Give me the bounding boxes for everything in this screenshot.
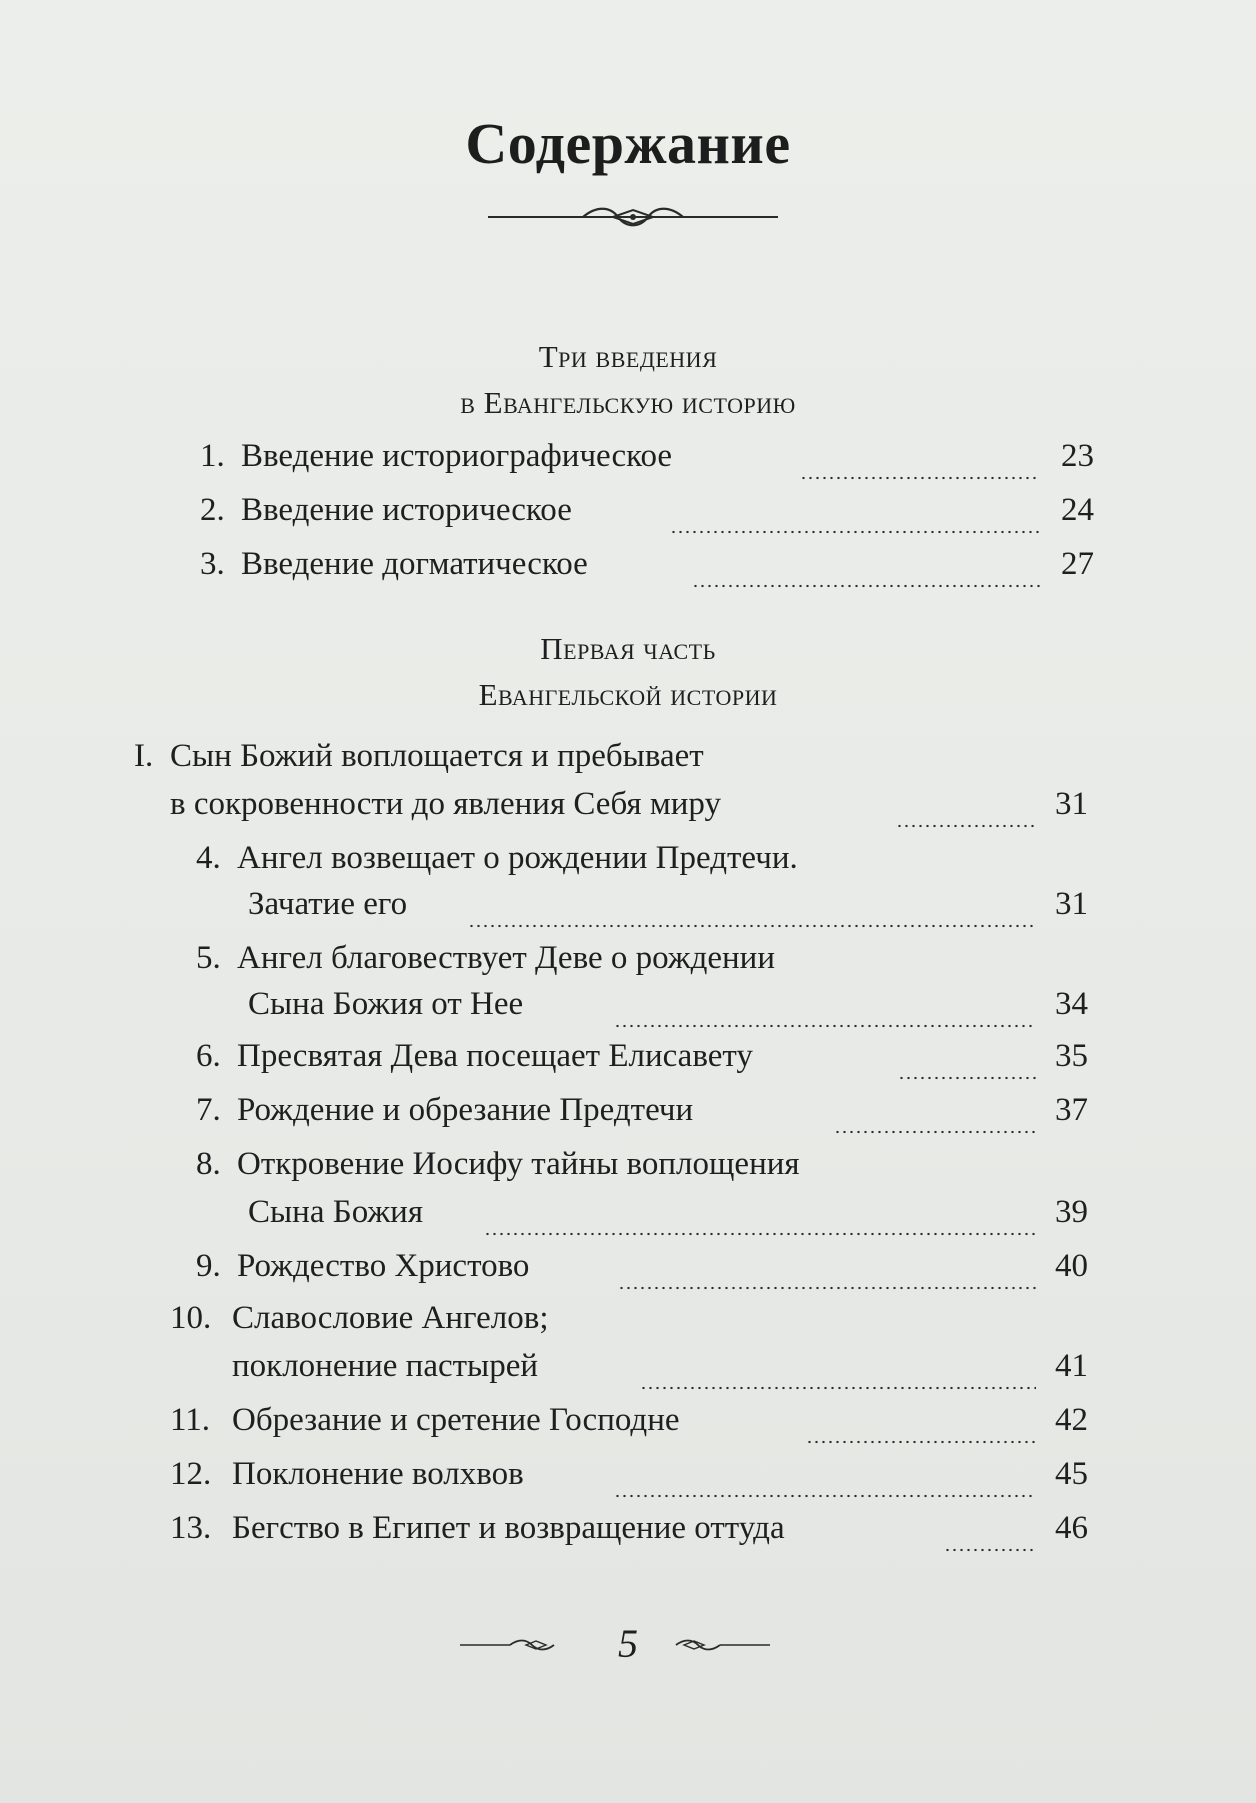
section-heading-line: Евангельской истории [478, 677, 778, 712]
leader-dots [944, 1548, 1036, 1552]
page-number: 5 [618, 1621, 638, 1666]
entry-page: 46 [1055, 1510, 1088, 1546]
leader-dots [806, 1440, 1036, 1444]
entry-title: Рождение и обрезание Предтечи [237, 1092, 694, 1128]
toc-entry [0, 1402, 1256, 1456]
section-heading-introductions [0, 334, 1256, 426]
entry-page: 31 [1055, 886, 1088, 922]
entry-title: Зачатие его [248, 886, 408, 922]
entry-title: Введение историческое [241, 492, 572, 528]
page-footer [0, 1620, 1256, 1670]
toc-entry [0, 1510, 1256, 1564]
entry-title: Сына Божия [248, 1194, 424, 1230]
footer-ornament-left-icon [460, 1638, 560, 1652]
entry-title: Сына Божия от Нее [248, 986, 524, 1022]
entry-number: 4. [196, 840, 221, 876]
toc-entry [0, 1456, 1256, 1510]
toc-entry-continuation [0, 886, 1256, 940]
toc-entry [0, 1038, 1256, 1092]
leader-dots [800, 476, 1040, 480]
entry-page: 35 [1055, 1038, 1088, 1074]
toc-entry [0, 1092, 1256, 1146]
entry-number: 7. [196, 1092, 221, 1128]
toc-entry [0, 492, 1256, 546]
leader-dots [468, 924, 1036, 928]
entry-title: Откровение Иосифу тайны воплощения [237, 1146, 800, 1182]
section-heading-line: в Евангельскую историю [460, 385, 796, 420]
leader-dots [692, 584, 1040, 588]
entry-title: Сын Божий воплощается и пребывает [170, 738, 704, 774]
section-heading-first-part [0, 626, 1256, 718]
entry-number: 13. [170, 1510, 212, 1546]
entry-title: Введение догматическое [241, 546, 588, 582]
entry-title: Ангел благовествует Деве о рождении [237, 940, 776, 976]
entry-title: Славословие Ангелов; [232, 1300, 549, 1336]
entry-page: 39 [1055, 1194, 1088, 1230]
toc-entry [0, 1300, 1256, 1354]
entry-page: 27 [1061, 546, 1094, 582]
toc-entry [0, 438, 1256, 492]
section-heading-line: Три введения [538, 339, 718, 374]
footer-ornament-right-icon [670, 1638, 770, 1652]
entry-title: Ангел возвещает о рождении Предтечи. [237, 840, 798, 876]
entry-title: в сокровенности до явления Себя миру [170, 786, 721, 822]
toc-entry-continuation [0, 786, 1256, 840]
toc-entry-continuation [0, 1194, 1256, 1248]
leader-dots [898, 1076, 1036, 1080]
page-title: Содержание [465, 111, 791, 176]
entry-number: 12. [170, 1456, 212, 1492]
entry-number: 1. [200, 438, 225, 474]
leader-dots [614, 1494, 1036, 1498]
entry-page: 41 [1055, 1348, 1088, 1384]
toc-entry [0, 546, 1256, 600]
toc-entry-continuation [0, 1348, 1256, 1402]
entry-title: Пресвятая Дева посещает Елисавету [237, 1038, 753, 1074]
entry-number: 2. [200, 492, 225, 528]
entry-number: 8. [196, 1146, 221, 1182]
entry-title: Поклонение волхвов [232, 1456, 524, 1492]
entry-title: Обрезание и сретение Господне [232, 1402, 680, 1438]
leader-dots [670, 530, 1040, 534]
entry-number: 3. [200, 546, 225, 582]
entry-number: 9. [196, 1248, 221, 1284]
leader-dots [618, 1286, 1036, 1290]
entry-page: 37 [1055, 1092, 1088, 1128]
entry-title: поклонение пастырей [232, 1348, 539, 1384]
entry-page: 23 [1061, 438, 1094, 474]
entry-page: 42 [1055, 1402, 1088, 1438]
leader-dots [834, 1130, 1036, 1134]
toc-entry-continuation [0, 986, 1256, 1040]
entry-title: Бегство в Египет и возвращение оттуда [232, 1510, 785, 1546]
section-heading-line: Первая часть [540, 631, 716, 666]
entry-title: Введение историографическое [241, 438, 673, 474]
entry-number: 11. [170, 1402, 211, 1438]
entry-number: I. [134, 738, 154, 774]
entry-title: Рождество Христово [237, 1248, 530, 1284]
entry-number: 5. [196, 940, 221, 976]
entry-page: 31 [1055, 786, 1088, 822]
entry-number: 10. [170, 1300, 212, 1336]
entry-page: 40 [1055, 1248, 1088, 1284]
entry-page: 45 [1055, 1456, 1088, 1492]
entry-page: 34 [1055, 986, 1088, 1022]
entry-page: 24 [1061, 492, 1094, 528]
leader-dots [640, 1386, 1036, 1390]
entry-number: 6. [196, 1038, 221, 1074]
leader-dots [614, 1024, 1036, 1028]
leader-dots [484, 1232, 1036, 1236]
toc-entry [0, 1248, 1256, 1302]
title-ornament-icon [488, 202, 778, 232]
leader-dots [896, 824, 1036, 828]
toc-entry [0, 738, 1256, 792]
toc-entry [0, 1146, 1256, 1200]
